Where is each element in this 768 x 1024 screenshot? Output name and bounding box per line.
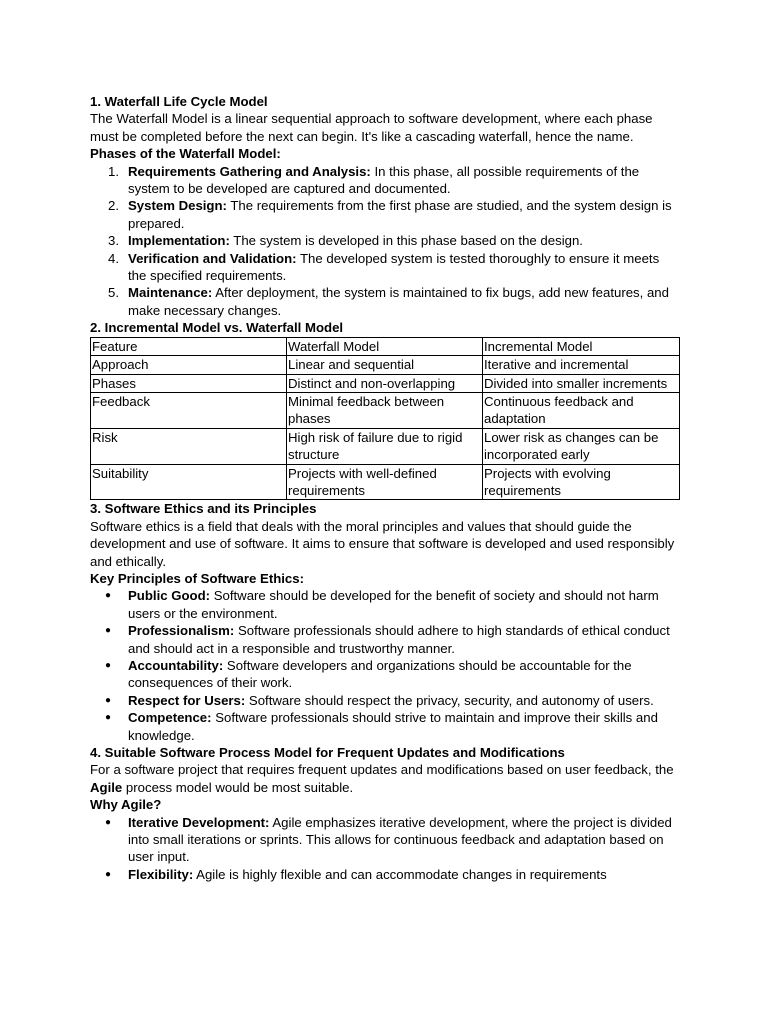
table-cell: Projects with evolving requirements (483, 464, 680, 500)
reasons-list (90, 814, 680, 884)
list-item (90, 657, 680, 692)
principles-heading: Key Principles of Software Ethics: (90, 570, 304, 586)
phase-text: The requirements from the first phase are studied, and the system design is prepared. (128, 198, 672, 231)
agile-term: Agile (90, 779, 123, 795)
phase-text: The developed system is tested thoroughly to ensure it meets the specified requirements. (128, 250, 660, 284)
phase-term: Requirements Gathering and Analysis: (128, 163, 371, 179)
principle-text: Software should be developed for the benefit of society and should not harm users or the environment. (128, 588, 659, 621)
table-cell: Minimal feedback between phases (287, 392, 483, 428)
phase-term: Maintenance: (128, 285, 213, 301)
phase-text: After deployment, the system is maintained to fix bugs, add new features, and make necessary changes. (128, 285, 669, 318)
phase-text: The system is developed in this phase based on the design. (229, 233, 583, 249)
principle-term: Public Good: (128, 588, 211, 604)
principle-text: Software should respect the privacy, security, and autonomy of users. (245, 692, 654, 708)
list-item: 3. Implementation: The system is developed in this phase based on the design. (108, 233, 583, 249)
bullet-icon: ● (105, 660, 112, 671)
table-cell: Lower risk as changes can be incorporated early (483, 428, 680, 464)
reason-term: Flexibility: (128, 866, 194, 882)
principle-term: Competence: (128, 710, 212, 726)
table-row (91, 374, 680, 392)
section1-heading: 1. Waterfall Life Cycle Model (90, 94, 268, 109)
principle-text: Software professionals should strive to maintain and improve their skills and knowledge. (128, 710, 658, 743)
table-cell: Projects with well-defined requirements (287, 464, 483, 500)
table-cell: Linear and sequential (287, 356, 483, 374)
principle-term: Respect for Users: (128, 692, 246, 708)
list-item: 4. Verification and Validation: The developed system is tested thoroughly to ensure it meets the specified requirements. (108, 250, 660, 284)
table-cell: Distinct and non-overlapping (287, 374, 483, 392)
table-cell: Suitability (91, 464, 287, 500)
phase-term: Verification and Validation: (128, 250, 297, 266)
table-header-cell: Feature (91, 337, 287, 355)
section3-heading: 3. Software Ethics and its Principles (90, 501, 317, 517)
list-item (90, 866, 680, 883)
section3-intro: Software ethics is a field that deals with the moral principles and values that should guide the development and use of software. It aims to ensure that software is developed and used responsibly and ethically. (90, 518, 675, 569)
table-cell: Phases (91, 374, 287, 392)
list-item (90, 587, 680, 622)
table-cell: Continuous feedback and adaptation (483, 392, 680, 428)
section4-heading: 4. Suitable Software Process Model for Frequent Updates and Modifications (90, 745, 565, 761)
table-header-row (91, 337, 680, 355)
table-row (91, 392, 680, 428)
phase-term: Implementation: (128, 233, 230, 249)
list-item (90, 814, 680, 866)
principle-text: Software developers and organizations should be accountable for the consequences of their work. (128, 658, 632, 691)
document-page (90, 93, 680, 883)
table-header-cell: Incremental Model (483, 337, 680, 355)
table-cell: High risk of failure due to rigid structure (287, 428, 483, 464)
comparison-table (90, 337, 680, 501)
phase-text: In this phase, all possible requirements of the system to be developed are captured and documented. (128, 163, 640, 197)
table-cell: Feedback (91, 392, 287, 428)
list-item (90, 692, 680, 709)
phases-list (90, 163, 680, 320)
principles-list (90, 587, 680, 744)
list-item: 1. Requirements Gathering and Analysis: In this phase, all possible requirements of the system to be developed are captured and documented. (108, 163, 640, 197)
phases-heading: Phases of the Waterfall Model: (90, 146, 281, 162)
section1-intro: The Waterfall Model is a linear sequential approach to software development, where each phase must be completed before the next can begin. It's like a cascading waterfall, hence the name. (90, 111, 653, 144)
list-item: 2. System Design: The requirements from the first phase are studied, and the system design is prepared. (108, 198, 672, 231)
reason-text: Agile is highly flexible and can accommodate changes in requirements (193, 866, 607, 882)
reason-term: Iterative Development: (128, 814, 270, 830)
table-header-cell: Waterfall Model (287, 337, 483, 355)
bullet-icon: ● (105, 625, 112, 637)
principle-text: Software professionals should adhere to high standards of ethical conduct and should act in a responsible and trustworthy manner. (128, 623, 670, 656)
table-cell: Divided into smaller increments (483, 374, 680, 392)
reason-text: Agile emphasizes iterative development, where the project is divided into small iterations or sprints. This allows for continuous feedback and adaptation based on user input. (128, 814, 672, 865)
list-item (90, 709, 680, 744)
bullet-icon: ● (105, 868, 112, 880)
principle-term: Professionalism: (128, 623, 235, 639)
table-cell: Approach (91, 356, 287, 374)
why-agile-heading: Why Agile? (90, 797, 162, 813)
bullet-icon: ● (105, 694, 112, 706)
bullet-icon: ● (105, 816, 112, 828)
table-row (91, 428, 680, 464)
table-cell: Risk (91, 428, 287, 464)
table-cell: Iterative and incremental (483, 356, 680, 374)
phase-term: System Design: (128, 198, 227, 214)
list-item (90, 622, 680, 657)
table-row (91, 356, 680, 374)
list-item: 5. Maintenance: After deployment, the system is maintained to fix bugs, add new features, and make necessary changes. (108, 285, 669, 318)
section2-heading: 2. Incremental Model vs. Waterfall Model (90, 320, 344, 336)
table-row (91, 464, 680, 500)
section4-intro: For a software project that requires frequent updates and modifications based on user feedback, the Agile process model would be most suitable. (90, 762, 674, 795)
bullet-icon: ● (105, 712, 112, 724)
bullet-icon: ● (105, 590, 112, 602)
principle-term: Accountability: (128, 658, 224, 673)
